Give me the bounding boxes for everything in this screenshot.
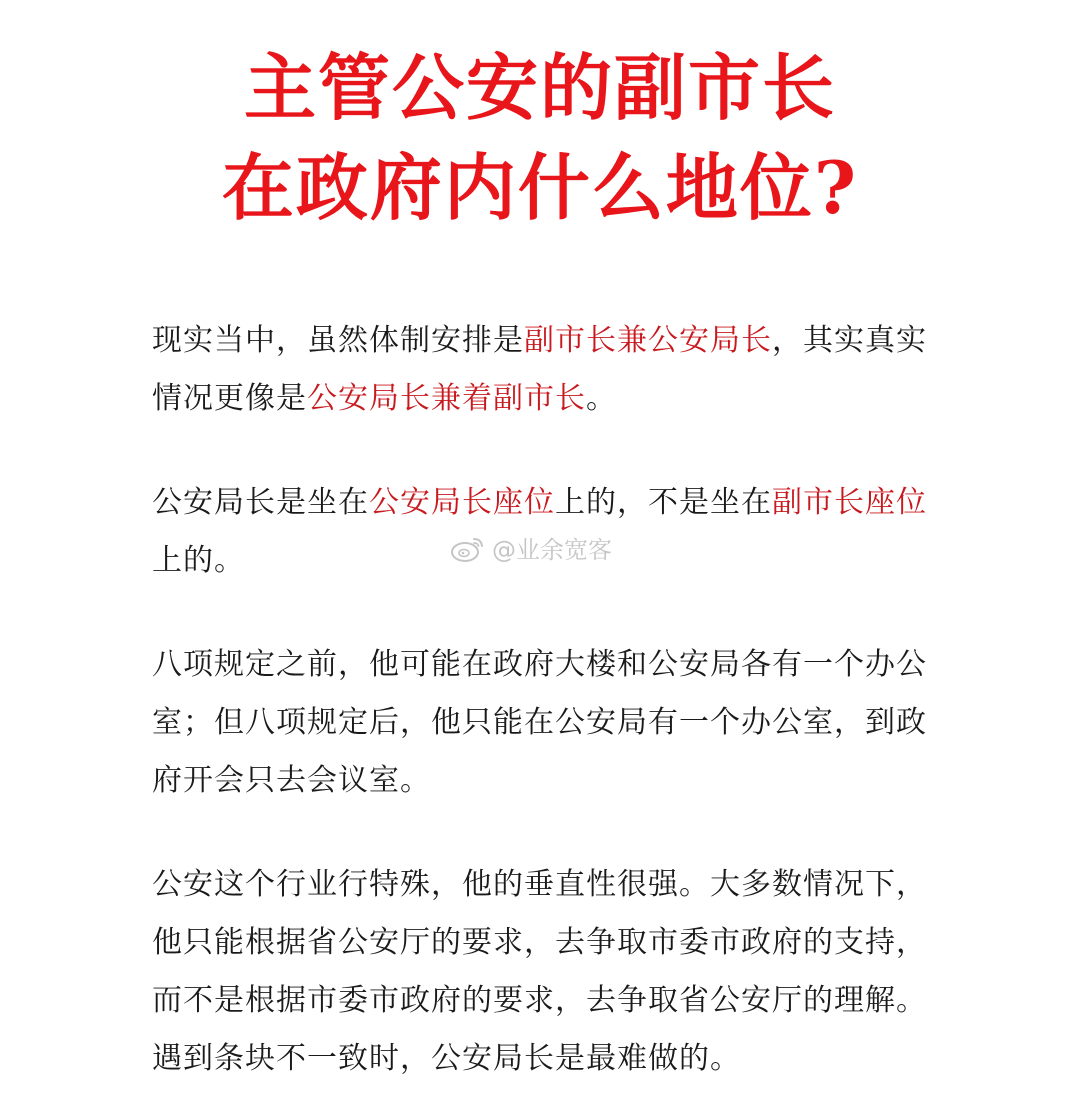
paragraph-2-highlight: 公安局长座位 <box>369 485 555 520</box>
watermark <box>450 530 612 565</box>
paragraph-1-text: ，其实真实情况更像是 <box>152 323 927 416</box>
title-line-2: 在政府内什么地位? <box>221 145 859 230</box>
paragraph-2-text: 公安局长是坐在 <box>152 485 369 520</box>
watermark-text: @业余宽客 <box>492 536 612 564</box>
paragraph-1-text: 现实当中，虽然体制安排是 <box>152 323 524 358</box>
paragraph-1 <box>152 312 932 428</box>
paragraph-4 <box>152 856 932 1088</box>
paragraph-3-text: 八项规定之前，他可能在政府大楼和公安局各有一个办公室；但八项规定后，他只能在公安局有一个办公室，到政府开会只去会议室。 <box>152 647 927 798</box>
title-line-1: 主管公安的副市长 <box>243 45 836 130</box>
paragraph-2-highlight: 副市长座位 <box>772 485 927 520</box>
paragraph-1-highlight: 公安局长兼着副市长 <box>307 381 586 416</box>
paragraph-2-text: 上的。 <box>152 543 245 578</box>
paragraph-3 <box>152 636 932 810</box>
paragraph-1-text: 。 <box>586 381 617 416</box>
paragraph-4-text: 公安这个行业行特殊，他的垂直性很强。大多数情况下，他只能根据省公安厅的要求，去争取市委市政府的支持，而不是根据市委市政府的要求，去争取省公安厅的理解。遇到条块不一致时，公安局长是最难做的。 <box>152 867 927 1076</box>
weibo-icon <box>450 533 486 563</box>
paragraph-1-highlight: 副市长兼公安局长 <box>524 323 772 358</box>
paragraph-2-text: 上的，不是坐在 <box>555 485 772 520</box>
